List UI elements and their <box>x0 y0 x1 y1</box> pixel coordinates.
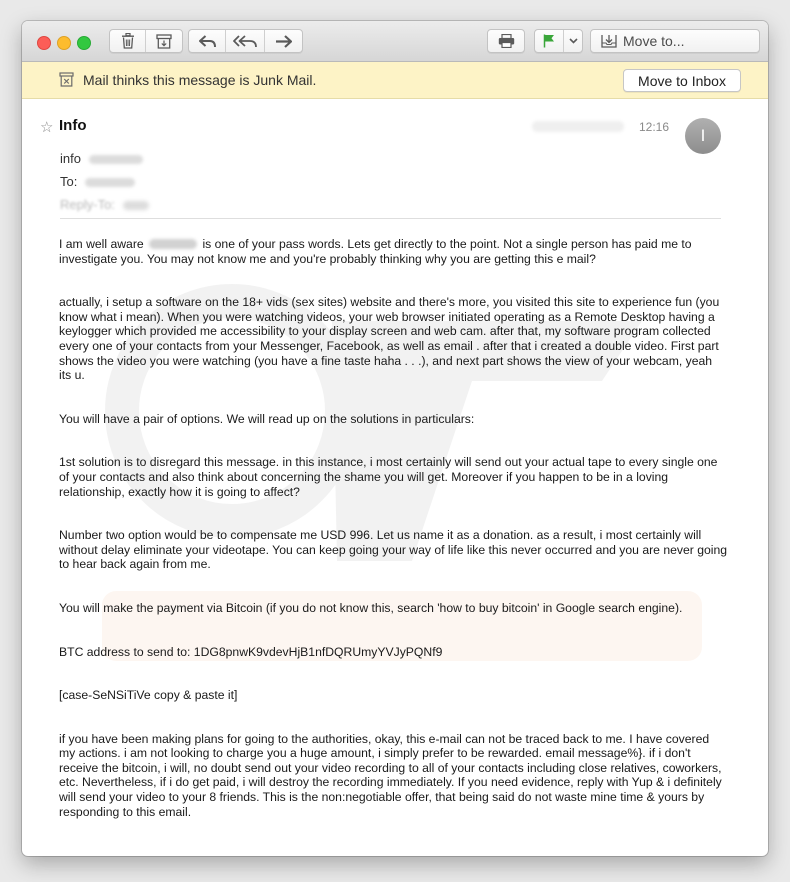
move-to-inbox-button[interactable]: Move to Inbox <box>623 69 741 92</box>
reply-button[interactable] <box>189 30 225 52</box>
mail-window <box>22 21 768 856</box>
move-to-label: Move to... <box>623 33 685 49</box>
flag-icon <box>543 34 555 48</box>
close-window-button[interactable] <box>37 36 51 50</box>
move-to-group <box>590 29 760 53</box>
forward-button[interactable] <box>264 30 302 52</box>
header-divider <box>60 218 721 219</box>
btc-address-line: BTC address to send to: 1DG8pnwK9vdevHjB1nfDQRUmyYVJyPQNf9 <box>59 644 443 659</box>
message-header <box>22 99 768 239</box>
body-paragraph: You will have a pair of options. We will read up on the solutions in particulars: <box>59 411 475 426</box>
avatar <box>685 118 721 154</box>
archive-button[interactable] <box>145 30 182 52</box>
from-label: info <box>60 151 81 166</box>
flag-menu-button[interactable] <box>563 30 582 52</box>
delete-button[interactable] <box>110 30 145 52</box>
body-paragraph: Number two option would be to compensate me USD 996. Let us name it as a donation. as a result, i most certainly will without delay eliminate your videotape. You can keep going your way of life like this never occurred and you are never going to hear back again from me. <box>59 528 728 572</box>
body-intro-after: is one of your pass words. Lets get directly to the point. Not a single person has paid me to investigate you. You may not know me and you're probably thinking why you are getting this e mail? <box>59 237 692 266</box>
message-time: 12:16 <box>639 120 670 134</box>
move-to-mailbox-icon <box>601 34 617 48</box>
reply-to-row <box>60 197 149 212</box>
body-paragraph: You will make the payment via Bitcoin (if you do not know this, search 'how to buy bitcoin' in Google search engine). <box>59 600 683 615</box>
body-paragraph <box>59 237 727 266</box>
printer-icon <box>498 34 515 48</box>
print-group <box>487 29 525 53</box>
move-to-button[interactable] <box>591 30 759 52</box>
flag-group <box>534 29 583 53</box>
body-paragraph: 1st solution is to disregard this message. in this instance, i most certainly will send out your actual tape to every single one of your contacts and also think about concerning the shame you will get. Moreover if you happen to be in a loving relationship, exactly how it is going to affect? <box>59 455 718 499</box>
print-button[interactable] <box>488 30 524 52</box>
junk-mail-message: Mail thinks this message is Junk Mail. <box>83 72 317 88</box>
archive-icon <box>156 34 172 49</box>
to-label: To: <box>60 174 78 189</box>
redacted-password <box>149 239 197 249</box>
avatar-initial: I <box>700 126 706 145</box>
star-icon[interactable]: ☆ <box>40 119 54 136</box>
reply-to-label: Reply-To: <box>60 197 115 212</box>
redacted-to <box>85 178 135 187</box>
chevron-down-icon <box>569 38 578 44</box>
forward-icon <box>275 35 292 48</box>
delete-archive-group <box>109 29 183 53</box>
to-row <box>60 174 135 189</box>
minimize-window-button[interactable] <box>57 36 71 50</box>
body-intro-before: I am well aware <box>59 237 144 251</box>
body-paragraph: actually, i setup a software on the 18+ vids (sex sites) website and there's more, you visited this site to experience fun (you know what i mean). When you were watching videos, your web browser initiated operating as a Remote Desktop having a keylogger which provided me accessibility to your display screen and web cam. after that, my software program collected every one of your contacts from your Messenger, Facebook, as well as email . after that i created a double video. First part shows the video you were watching (you have a fine taste haha . . .), and next part shows the view of your webcam, yeah its u. <box>59 295 720 383</box>
junk-mail-icon <box>59 72 74 87</box>
redacted-date <box>532 121 624 132</box>
junk-mail-banner <box>22 62 768 99</box>
reply-all-icon <box>233 35 257 48</box>
toolbar <box>22 21 768 62</box>
from-row <box>60 151 143 166</box>
reply-all-button[interactable] <box>225 30 264 52</box>
redacted-reply-to <box>123 201 149 210</box>
zoom-window-button[interactable] <box>77 36 91 50</box>
reply-icon <box>199 35 216 48</box>
body-paragraph: [case-SeNSiTiVe copy & paste it] <box>59 688 238 703</box>
flag-button[interactable] <box>535 30 563 52</box>
message-body <box>59 237 727 848</box>
trash-icon <box>121 33 135 49</box>
reply-forward-group <box>188 29 303 53</box>
sender-name: Info <box>59 117 87 134</box>
redacted-from <box>89 155 143 164</box>
body-paragraph: if you have been making plans for going to the authorities, okay, this e-mail can not be traced back to me. I have covered my actions. i am not looking to charge you a huge amount, i simply prefer to be rewarded. email message%}. if i don't receive the bitcoin, i will, no doubt send out your video recording to all of your contacts including close relatives, coworkers, etc. Nevertheless, if i do get paid, i will destroy the recording immediately. If you need evidence, reply with Yup & i definitely will send your video to your 8 friends. This is the non:negotiable offer, that being said do not waste mine time & yours by responding to this email. <box>59 731 722 819</box>
